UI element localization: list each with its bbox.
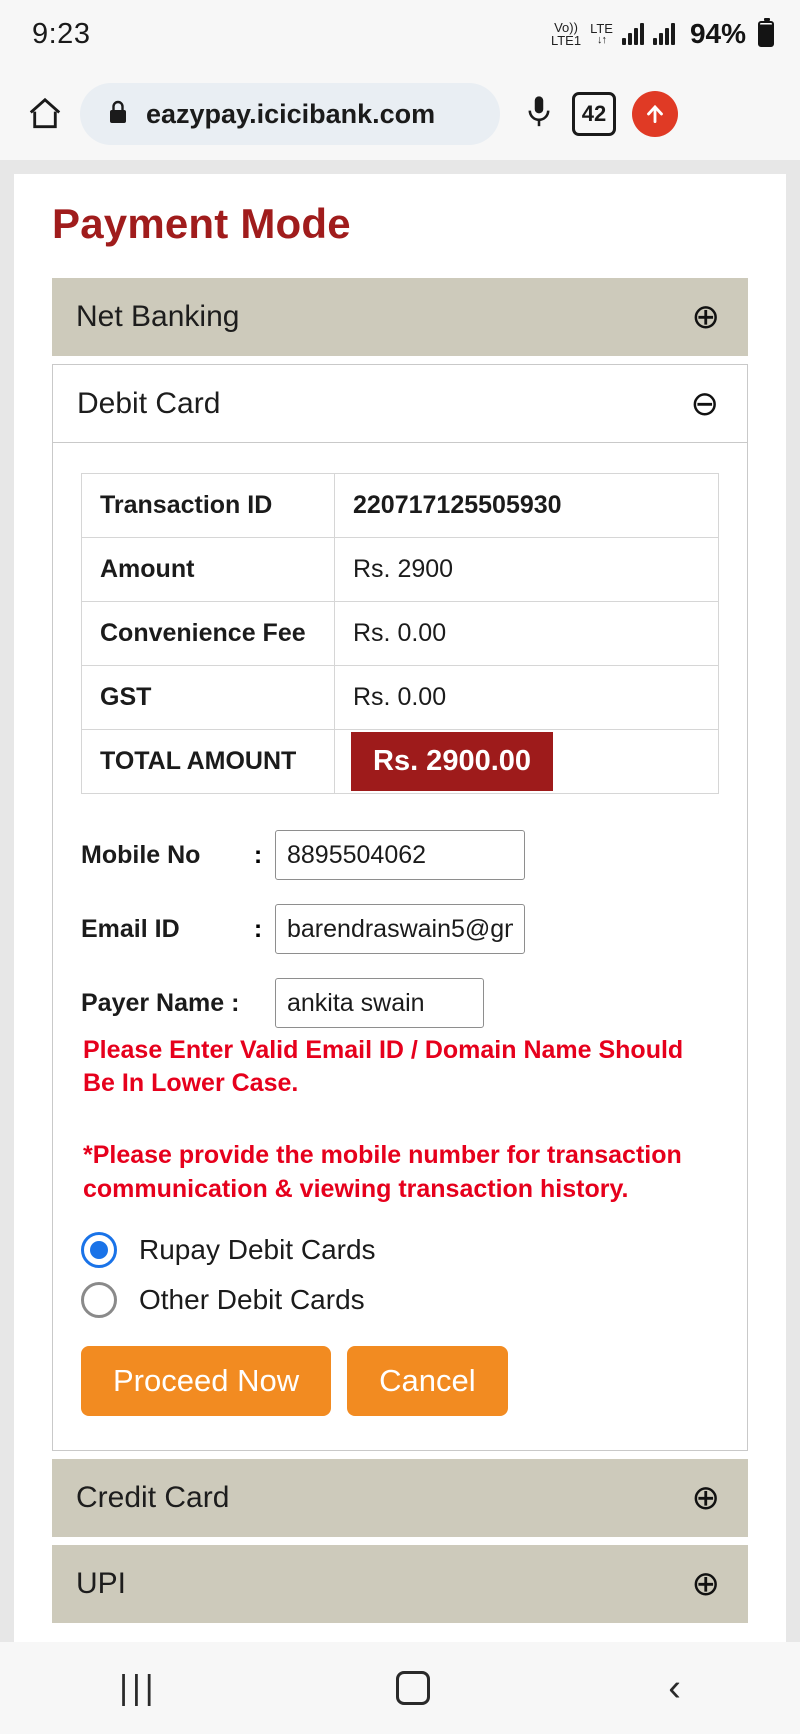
- section-upi-label: UPI: [76, 1567, 127, 1600]
- lte-icon: [590, 22, 613, 46]
- mobile-input[interactable]: [275, 830, 525, 880]
- battery-percent-label: 94%: [689, 18, 746, 49]
- payer-label: Payer Name :: [81, 988, 240, 1017]
- mobile-colon: :: [253, 840, 263, 869]
- lte-top-label: LTE: [590, 20, 613, 36]
- payer-row: [81, 978, 719, 1028]
- url-text: eazypay.icicibank.com: [146, 98, 436, 129]
- back-icon[interactable]: ‹: [668, 1666, 681, 1709]
- browser-toolbar: [0, 68, 800, 160]
- plus-icon[interactable]: ⊕: [691, 1565, 720, 1603]
- row-value: Rs. 2900: [335, 538, 719, 602]
- section-credit-card-label: Credit Card: [76, 1481, 230, 1514]
- table-row-total: [82, 730, 719, 794]
- radio-other-row[interactable]: [81, 1282, 719, 1318]
- total-amount-badge: Rs. 2900.00: [351, 732, 553, 791]
- email-error-message: Please Enter Valid Email ID / Domain Name Should Be In Lower Case.: [83, 1036, 684, 1097]
- mobile-label: Mobile No: [81, 840, 201, 869]
- total-value-cell: [335, 730, 719, 794]
- signal-strength-icon-1: [622, 23, 644, 45]
- email-row: [81, 904, 719, 954]
- table-row: [82, 666, 719, 730]
- row-value: Rs. 0.00: [335, 666, 719, 730]
- radio-rupay-button[interactable]: [81, 1232, 117, 1268]
- lte-data-arrows: ↓↑: [597, 34, 606, 47]
- email-colon: :: [253, 914, 263, 943]
- mobile-row: [81, 830, 719, 880]
- debit-card-body: [53, 443, 747, 1450]
- battery-icon: [758, 21, 774, 47]
- email-input[interactable]: [275, 904, 525, 954]
- radio-rupay-row[interactable]: [81, 1232, 719, 1268]
- url-bar[interactable]: [80, 83, 500, 145]
- plus-icon[interactable]: ⊕: [691, 1479, 720, 1517]
- webpage-viewport: [0, 160, 800, 1642]
- volte-icon: [551, 21, 581, 48]
- plus-icon[interactable]: ⊕: [691, 298, 720, 336]
- row-key: GST: [82, 666, 335, 730]
- tab-counter-button[interactable]: [572, 92, 616, 136]
- section-upi[interactable]: [52, 1545, 748, 1623]
- signal-strength-icon-2: [653, 23, 675, 45]
- volte-bottom-label: LTE1: [550, 33, 582, 48]
- status-icons: [551, 18, 774, 50]
- table-row: [82, 474, 719, 538]
- status-time: 9:23: [32, 17, 91, 50]
- row-key: Transaction ID: [82, 474, 335, 538]
- row-value: Rs. 0.00: [335, 602, 719, 666]
- table-row: [82, 538, 719, 602]
- row-key: Amount: [82, 538, 335, 602]
- android-navigation-bar: [0, 1642, 800, 1734]
- minus-icon[interactable]: ⊖: [690, 384, 719, 423]
- page-title: Payment Mode: [52, 200, 351, 247]
- action-buttons: [81, 1346, 719, 1416]
- row-key: Convenience Fee: [82, 602, 335, 666]
- row-value: 220717125505930: [335, 474, 719, 538]
- radio-other-label: Other Debit Cards: [139, 1284, 365, 1315]
- section-credit-card[interactable]: [52, 1459, 748, 1537]
- lock-icon: [106, 99, 130, 130]
- payer-name-input[interactable]: [275, 978, 484, 1028]
- mobile-note-message: *Please provide the mobile number for transaction communication & viewing transaction history.: [83, 1141, 682, 1203]
- home-icon[interactable]: [26, 95, 64, 133]
- volte-top-label: Vo)): [554, 19, 578, 35]
- total-key: TOTAL AMOUNT: [82, 730, 335, 794]
- proceed-now-button[interactable]: Proceed Now: [81, 1346, 331, 1416]
- radio-rupay-label: Rupay Debit Cards: [139, 1234, 376, 1265]
- tab-count-label: 42: [581, 101, 607, 126]
- radio-other-button[interactable]: [81, 1282, 117, 1318]
- section-debit-card-header[interactable]: [53, 365, 747, 443]
- table-row: [82, 602, 719, 666]
- microphone-icon[interactable]: [522, 93, 556, 136]
- section-net-banking[interactable]: [52, 278, 748, 356]
- recent-apps-icon[interactable]: |||: [119, 1668, 158, 1707]
- transaction-details-table: [81, 473, 719, 794]
- webpage-content: [14, 174, 786, 1642]
- email-label: Email ID: [81, 914, 180, 943]
- section-net-banking-label: Net Banking: [76, 300, 240, 333]
- update-arrow-icon[interactable]: [632, 91, 678, 137]
- status-bar: [0, 0, 800, 68]
- home-square-icon[interactable]: [396, 1671, 430, 1705]
- cancel-button[interactable]: Cancel: [347, 1346, 508, 1416]
- section-debit-card-label: Debit Card: [77, 386, 221, 420]
- section-debit-card: [52, 364, 748, 1451]
